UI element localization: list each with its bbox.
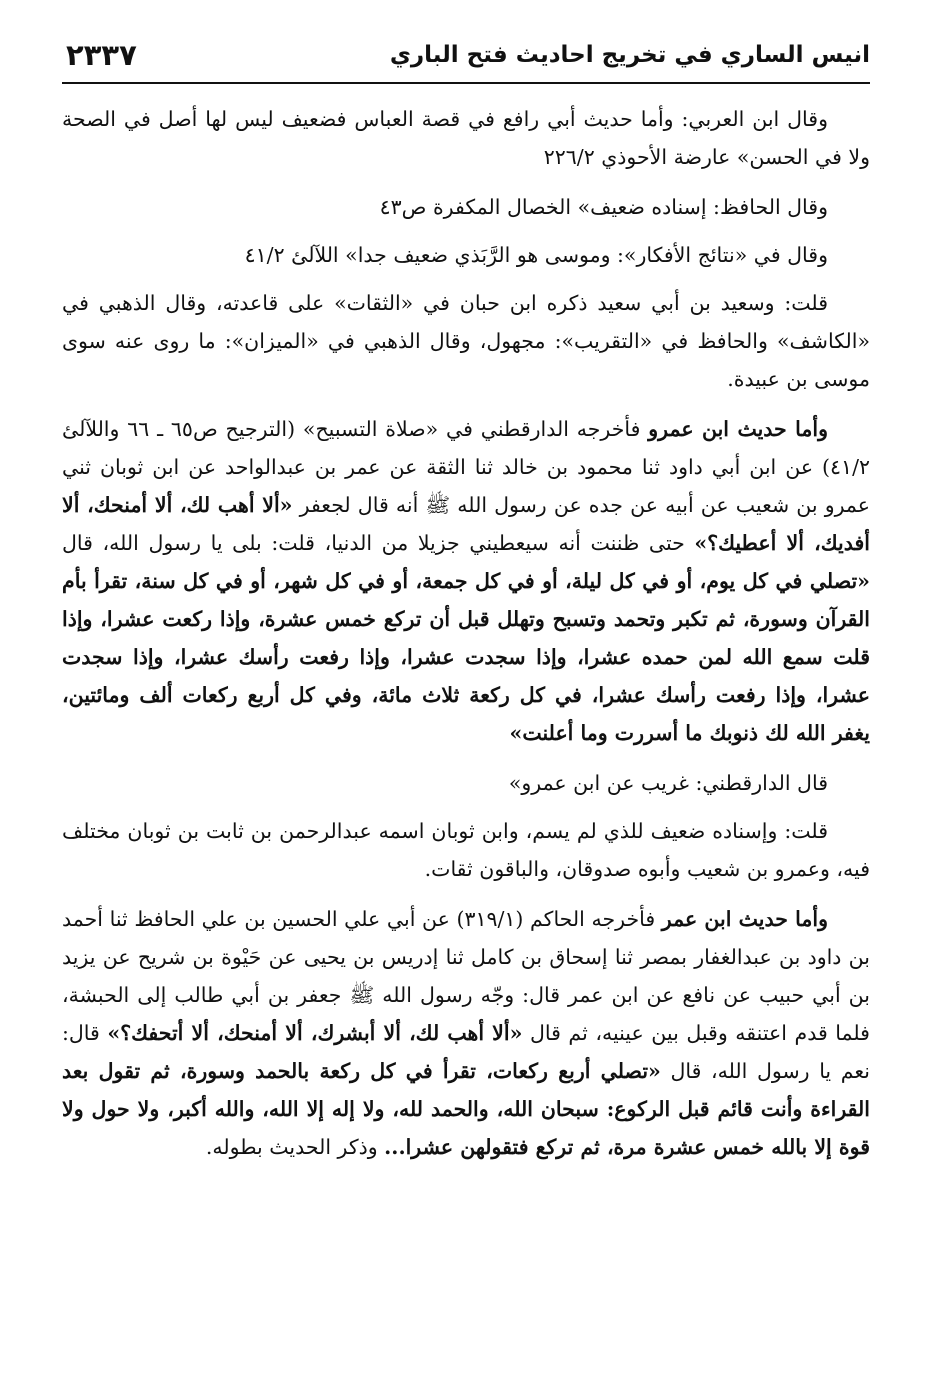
paragraph-daraqutni-comment: قال الدارقطني: غريب عن ابن عمرو» xyxy=(508,771,828,795)
running-title: انيس الساري في تخريج احاديث فتح الباري xyxy=(389,42,870,68)
hadith-ibn-amr-quote-2: «تصلي في كل يوم، أو في كل ليلة، أو في كل جمعة، أو في كل شهر، أو في كل سنة، تقرأ بأم القرآن وسورة، ثم تكبر وتحمد وتسبح وتهلل قبل أن تركع خمس عشرة، وإذا ركعت عشرا، وإذا قلت سمع الله لمن حمده عشرا، وإذا سجدت عشرا، وإذا رفعت رأسك عشرا، وإذا سجدت عشرا، وإذا رفعت رأسك عشرا، في كل ركعة ثلاث مائة، وفي كل أربع ركعات ألف ومائتين، يغفر الله لك ذنوبك ما أسررت وما أعلنت» xyxy=(62,569,870,745)
page-header xyxy=(62,38,870,84)
paragraph-isnad-note: قلت: وإسناده ضعيف للذي لم يسم، وابن ثوبان اسمه عبدالرحمن بن ثابت بن ثوبان مختلف فيه، وعمرو بن شعيب وأبوه صدوقان، والباقون ثقات. xyxy=(62,819,870,881)
page-number: ٢٣٣٧ xyxy=(66,38,137,72)
hadith-ibn-amr-chain: فأخرجه الدارقطني في «صلاة التسبيح» (الترجيح ص٦٥ ـ ٦٦ واللآلئ ٤١/٢) عن ابن أبي داود ثنا محمود بن خالد ثنا الثقة عن عمر بن عبدالواحد عن ابن ثوبان ثني عمرو بن شعيب عن أبيه عن جده عن رسول الله ﷺ أنه قال لجعفر xyxy=(62,417,871,517)
hadith-ibn-umar-chain: فأخرجه الحاكم (٣١٩/١) عن أبي علي الحسين بن علي الحافظ ثنا أحمد بن داود بن عبدالغفار بمصر ثنا إسحاق بن كامل ثنا إدريس بن يحيى عن حَيْوة بن شريح عن يزيد بن أبي حبيب عن نافع عن ابن عمر قال: وجّه رسول الله ﷺ جعفر بن أبي طالب إلى الحبشة، فلما قدم اعتنقه وقبل بين عينيه، ثم قال xyxy=(62,907,870,1045)
paragraph-ibn-al-arabi: وقال ابن العربي: وأما حديث أبي رافع في قصة العباس فضعيف ليس لها أصل في الصحة ولا في الحسن» عارضة الأحوذي ٢٢٦/٢ xyxy=(62,107,870,169)
paragraph-nataij-al-afkar: وقال في «نتائج الأفكار»: وموسى هو الرَّبَذي ضعيف جدا» اللآلئ ٤١/٢ xyxy=(244,243,828,267)
page-body xyxy=(62,100,870,1178)
hadith-ibn-umar-quote-1: «ألا أهب لك، ألا أبشرك، ألا أمنحك، ألا أتحفك؟» xyxy=(107,1021,523,1045)
hadith-ibn-amr-text: حتى ظننت أنه سيعطيني جزيلا من الدنيا، قلت: بلى يا رسول الله، قال xyxy=(62,531,695,555)
hadith-ibn-umar-heading: وأما حديث ابن عمر xyxy=(661,907,829,931)
paragraph-hadith-ibn-amr xyxy=(62,410,870,752)
hadith-ibn-amr-heading: وأما حديث ابن عمرو xyxy=(648,417,828,441)
paragraph-hafiz-khisal: وقال الحافظ: إسناده ضعيف» الخصال المكفرة ص٤٣ xyxy=(379,195,828,219)
hadith-ibn-umar-quote-2: «تصلي أربع ركعات، تقرأ في كل ركعة بالحمد وسورة، ثم تقول بعد القراءة وأنت قائم قبل الركوع: سبحان الله، والحمد لله، ولا إله إلا الله، والله أكبر، ولا حول ولا قوة إلا بالله خمس عشرة مرة، ثم تركع فتقولهن عشرا... xyxy=(62,1059,870,1159)
paragraph-said-note: قلت: وسعيد بن أبي سعيد ذكره ابن حبان في «الثقات» على قاعدته، وقال الذهبي في «الكاشف» والحافظ في «التقريب»: مجهول، وقال الذهبي في «الميزان»: ما روى عنه سوى موسى بن عبيدة. xyxy=(62,291,870,391)
hadith-ibn-amr-quote-1: «ألا أهب لك، ألا أمنحك، ألا أفديك، ألا أعطيك؟» xyxy=(62,493,870,555)
paragraph-hadith-ibn-umar xyxy=(62,900,870,1166)
hadith-ibn-umar-text: قال: نعم يا رسول الله، قال xyxy=(62,1021,871,1083)
hadith-ibn-umar-ending: وذكر الحديث بطوله. xyxy=(205,1135,385,1159)
